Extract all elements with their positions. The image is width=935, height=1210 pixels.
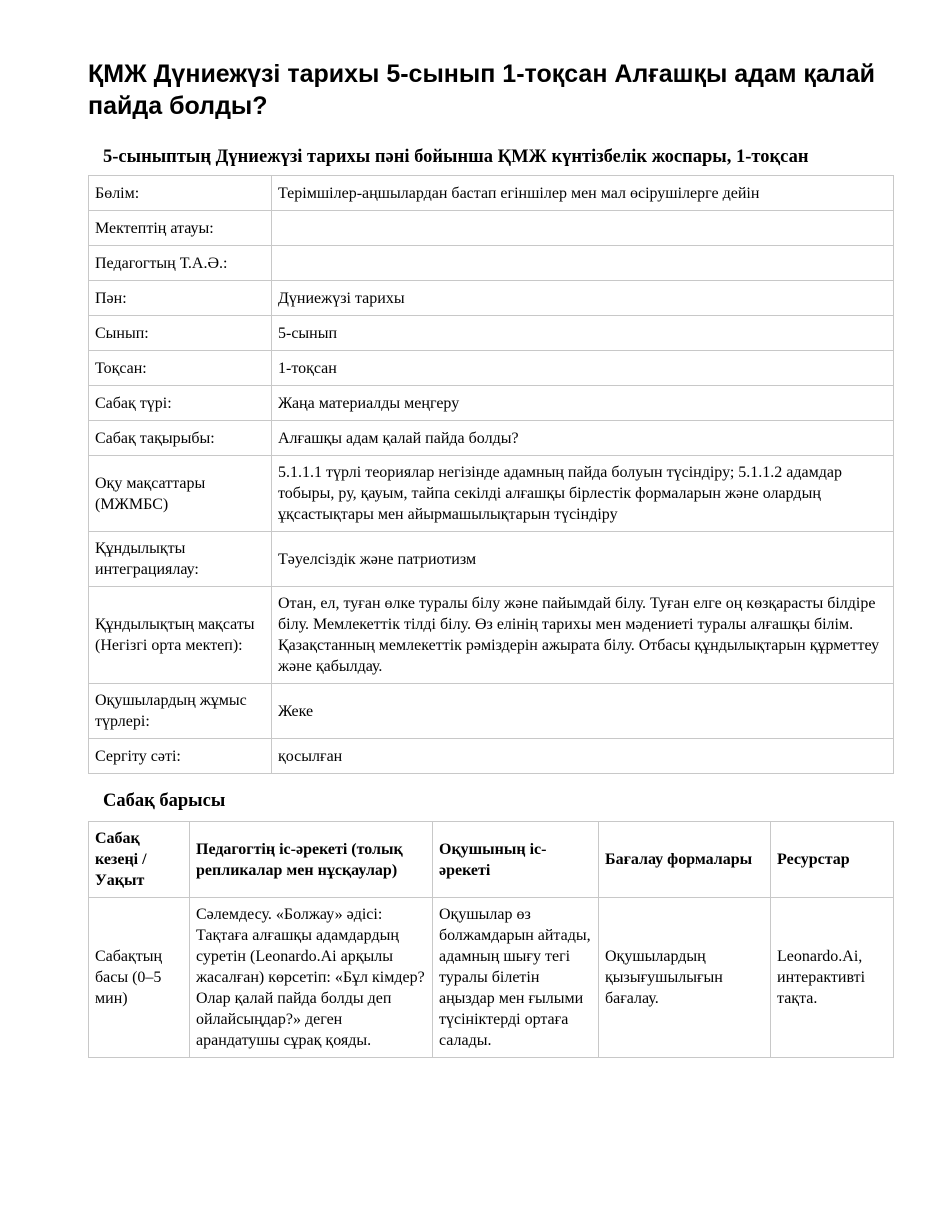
info-row-work-types [89, 684, 894, 739]
info-row-grade [89, 316, 894, 351]
info-value: Терімшілер-аңшылардан бастап егіншілер мен мал өсірушілерге дейін [272, 176, 894, 211]
info-label: Педагогтың Т.А.Ә.: [89, 246, 272, 281]
info-value: Дүниежүзі тарихы [272, 281, 894, 316]
info-value: Тәуелсіздік және патриотизм [272, 532, 894, 587]
column-header-resources: Ресурстар [771, 822, 894, 898]
plan-heading: 5-сыныптың Дүниежүзі тарихы пәні бойынша ҚМЖ күнтізбелік жоспары, 1-тоқсан [103, 147, 809, 167]
info-row-section [89, 176, 894, 211]
info-row-lesson-topic [89, 421, 894, 456]
info-value: Жаңа материалды меңгеру [272, 386, 894, 421]
resources-cell: Leonardo.Ai, интерактивті тақта. [771, 898, 894, 1058]
info-value: қосылған [272, 739, 894, 774]
info-label: Құндылықтың мақсаты (Негізгі орта мектеп): [89, 587, 272, 684]
document-title: ҚМЖ Дүниежүзі тарихы 5-сынып 1-тоқсан Алғашқы адам қалай пайда болды? [88, 60, 875, 120]
info-row-refresh-moment [89, 739, 894, 774]
column-header-stage: Сабақ кезеңі / Уақыт [89, 822, 190, 898]
info-row-lesson-type [89, 386, 894, 421]
teacher-activity-cell: Сәлемдесу. «Болжау» әдісі: Тақтаға алғашқы адамдардың суретін (Leonardo.Ai арқылы жасалған) көрсетіп: «Бұл кімдер? Олар қалай пайда болды деп ойлайсыңдар?» деген арандатушы сұрақ қояды. [190, 898, 433, 1058]
info-label: Сабақ түрі: [89, 386, 272, 421]
info-label: Құндылықты интеграциялау: [89, 532, 272, 587]
info-row-teacher [89, 246, 894, 281]
lesson-flow-heading: Сабақ барысы [103, 791, 226, 811]
column-header-teacher: Педагогтің іс-әрекеті (толық репликалар мен нұсқаулар) [190, 822, 433, 898]
info-value: Отан, ел, туған өлке туралы білу және пайымдай білу. Туған елге оң көзқарасты білдіре білу. Мемлекеттік тілді білу. Өз елінің тарихы мен мәдениеті туралы алғашқы білім. Қазақстанның мемлекеттік рәміздерін ажырата білу. Отбасы құндылықтарын құрметтеу және қабылдау. [272, 587, 894, 684]
info-value: 1-тоқсан [272, 351, 894, 386]
info-value: Жеке [272, 684, 894, 739]
assessment-cell: Оқушылардың қызығушылығын бағалау. [599, 898, 771, 1058]
info-label: Сабақ тақырыбы: [89, 421, 272, 456]
info-value [272, 211, 894, 246]
info-value: Алғашқы адам қалай пайда болды? [272, 421, 894, 456]
lesson-info-table [88, 175, 894, 774]
info-row-learning-objectives [89, 456, 894, 532]
column-header-student: Оқушының іс-әрекеті [433, 822, 599, 898]
stage-cell: Сабақтың басы (0–5 мин) [89, 898, 190, 1058]
info-label: Оқушылардың жұмыс түрлері: [89, 684, 272, 739]
info-value: 5.1.1.1 түрлі теориялар негізінде адамның пайда болуын түсіндіру; 5.1.1.2 адамдар тобыры, ру, қауым, тайпа секілді алғашқы бірлестік формаларын және олардың ұқсастықтары мен айырмашылықтарын түсіндіру [272, 456, 894, 532]
lesson-flow-header-row [89, 822, 894, 898]
info-row-subject [89, 281, 894, 316]
column-header-assessment: Бағалау формалары [599, 822, 771, 898]
info-row-quarter [89, 351, 894, 386]
table-row [89, 898, 894, 1058]
info-value [272, 246, 894, 281]
student-activity-cell: Оқушылар өз болжамдарын айтады, адамның шығу тегі туралы білетін аңыздар мен ғылыми түсініктерді ортаға салады. [433, 898, 599, 1058]
info-label: Сынып: [89, 316, 272, 351]
info-label: Бөлім: [89, 176, 272, 211]
info-label: Мектептің атауы: [89, 211, 272, 246]
info-label: Пән: [89, 281, 272, 316]
info-label: Сергіту сәті: [89, 739, 272, 774]
info-row-value-goal [89, 587, 894, 684]
info-value: 5-сынып [272, 316, 894, 351]
info-row-value-integration [89, 532, 894, 587]
lesson-flow-table [88, 821, 894, 1058]
info-label: Оқу мақсаттары (МЖМБС) [89, 456, 272, 532]
info-label: Тоқсан: [89, 351, 272, 386]
document-page [88, 58, 893, 1058]
info-row-school [89, 211, 894, 246]
